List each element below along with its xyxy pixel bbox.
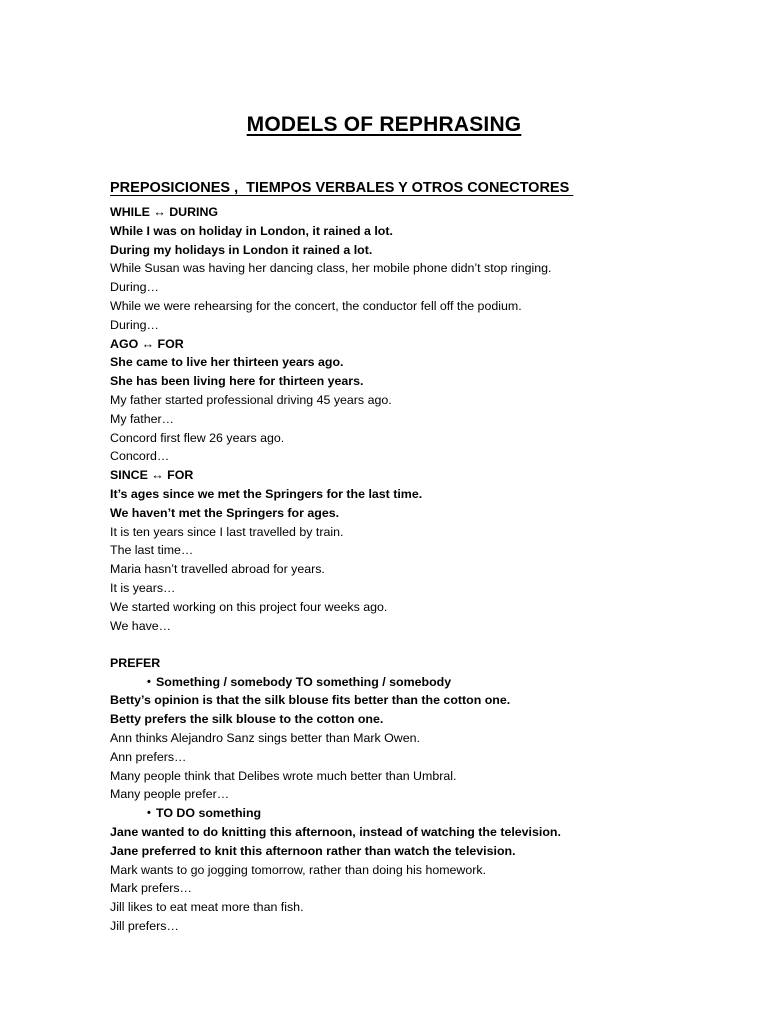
bullet-item: [110, 673, 730, 692]
example-sentence: She came to live her thirteen years ago.: [110, 355, 344, 370]
example-sentence: Betty’s opinion is that the silk blouse fits better than the cotton one.: [110, 693, 511, 708]
document-body: [110, 203, 730, 936]
exercise-sentence: Many people think that Delibes wrote much better than Umbral.: [110, 768, 457, 783]
exercise-prompt: We have…: [110, 618, 172, 633]
exercise-prompt: Mark prefers…: [110, 881, 192, 896]
example-sentence: While I was on holiday in London, it rained a lot.: [110, 223, 393, 238]
bullet-item: [110, 804, 730, 823]
exercise-sentence: While we were rehearsing for the concert, the conductor fell off the podium.: [110, 298, 522, 313]
exercise-sentence: Maria hasn’t travelled abroad for years.: [110, 562, 325, 577]
example-sentence: We haven’t met the Springers for ages.: [110, 505, 340, 520]
exercise-prompt: It is years…: [110, 580, 176, 595]
bullet-text: Something / somebody TO something / somebody: [156, 674, 452, 689]
example-sentence: During my holidays in London it rained a lot.: [110, 242, 373, 257]
exercise-prompt: Concord…: [110, 449, 170, 464]
example-sentence: Jane preferred to knit this afternoon rather than watch the television.: [110, 843, 516, 858]
blank-line: [110, 635, 730, 654]
exercise-sentence: Concord first flew 26 years ago.: [110, 430, 285, 445]
page-title: MODELS OF REPHRASING: [246, 113, 522, 136]
exercise-prompt: Jill prefers…: [110, 918, 179, 933]
exercise-sentence: While Susan was having her dancing class, her mobile phone didn’t stop ringing.: [110, 261, 552, 276]
bullet-icon: •: [147, 675, 151, 688]
exercise-sentence: It is ten years since I last travelled by train.: [110, 524, 344, 539]
bullet-icon: •: [147, 807, 151, 820]
example-sentence: Betty prefers the silk blouse to the cotton one.: [110, 712, 384, 727]
bullet-text: TO DO something: [156, 806, 262, 821]
exercise-sentence: Ann thinks Alejandro Sanz sings better than Mark Owen.: [110, 731, 420, 746]
exercise-prompt: My father…: [110, 411, 175, 426]
exercise-prompt: Many people prefer…: [110, 787, 230, 802]
topic-heading-since-for: SINCE ↔ FOR: [110, 468, 194, 483]
exercise-sentence: My father started professional driving 45 years ago.: [110, 392, 392, 407]
topic-heading-while-during: WHILE ↔ DURING: [110, 205, 219, 219]
exercise-sentence: Jill likes to eat meat more than fish.: [110, 900, 304, 915]
exercise-prompt: During…: [110, 280, 159, 295]
topic-heading-prefer: PREFER: [110, 655, 161, 670]
exercise-sentence: Mark wants to go jogging tomorrow, rather than doing his homework.: [110, 862, 487, 877]
exercise-prompt: During…: [110, 317, 159, 332]
example-sentence: Jane wanted to do knitting this afternoon, instead of watching the television.: [110, 825, 561, 839]
section-heading: PREPOSICIONES , TIEMPOS VERBALES Y OTROS CONECTORES: [110, 180, 574, 196]
example-sentence: It’s ages since we met the Springers for the last time.: [110, 486, 423, 501]
topic-heading-ago-for: AGO ↔ FOR: [110, 336, 184, 351]
exercise-sentence: We started working on this project four weeks ago.: [110, 599, 388, 614]
exercise-prompt: Ann prefers…: [110, 749, 187, 764]
example-sentence: She has been living here for thirteen years.: [110, 374, 364, 389]
exercise-prompt: The last time…: [110, 543, 194, 558]
